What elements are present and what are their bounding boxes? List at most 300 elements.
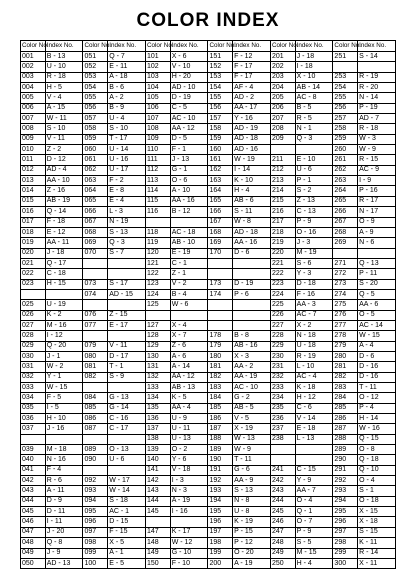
- color-no-cell: 188: [208, 434, 233, 444]
- color-no-cell: 092: [83, 476, 108, 486]
- color-no-cell: 054: [83, 83, 108, 93]
- color-no-cell: 243: [270, 486, 295, 496]
- color-no-cell: 204: [270, 83, 295, 93]
- index-no-cell: AB - 13: [170, 383, 208, 393]
- index-no-cell: E - 8: [108, 186, 146, 196]
- index-no-cell: AB - 14: [295, 83, 333, 93]
- color-no-cell: 010: [21, 145, 46, 155]
- index-no-cell: U - 16: [108, 155, 146, 165]
- index-no-cell: U - 4: [108, 114, 146, 124]
- color-no-cell: 196: [208, 517, 233, 527]
- index-no-header: Index No.: [233, 41, 271, 52]
- color-no-cell: 279: [333, 341, 358, 351]
- index-no-cell: [295, 455, 333, 465]
- index-no-cell: F - 17: [233, 72, 271, 82]
- index-no-cell: U - 14: [108, 145, 146, 155]
- index-no-cell: O - 13: [108, 445, 146, 455]
- index-no-cell: S - 10: [108, 124, 146, 134]
- index-no-cell: K - 18: [295, 383, 333, 393]
- color-no-cell: 068: [83, 227, 108, 237]
- table-row: [21, 103, 396, 113]
- index-no-cell: [108, 331, 146, 341]
- color-no-cell: 201: [270, 52, 295, 62]
- index-no-cell: A - 4: [358, 341, 396, 351]
- color-no-cell: 153: [208, 72, 233, 82]
- color-no-cell: [83, 383, 108, 393]
- index-no-cell: H - 5: [45, 83, 83, 93]
- color-no-cell: 169: [208, 238, 233, 248]
- index-no-cell: P - 6: [233, 289, 271, 299]
- table-body: [21, 52, 396, 569]
- color-no-cell: 041: [21, 465, 46, 475]
- color-no-cell: 197: [208, 527, 233, 537]
- color-no-cell: 040: [21, 455, 46, 465]
- color-no-cell: 229: [270, 341, 295, 351]
- color-no-cell: 246: [270, 517, 295, 527]
- color-no-cell: 292: [333, 476, 358, 486]
- index-no-cell: P - 1: [295, 176, 333, 186]
- index-no-cell: Z - 15: [108, 310, 146, 320]
- color-no-cell: 055: [83, 93, 108, 103]
- color-no-cell: 253: [333, 72, 358, 82]
- color-no-cell: 163: [208, 176, 233, 186]
- index-no-cell: V - 2: [170, 279, 208, 289]
- color-no-cell: 217: [270, 217, 295, 227]
- color-no-cell: 236: [270, 414, 295, 424]
- index-no-cell: Q - 10: [358, 465, 396, 475]
- index-no-cell: V - 4: [45, 93, 83, 103]
- index-no-cell: D - 18: [295, 279, 333, 289]
- color-no-cell: 299: [333, 548, 358, 558]
- index-no-cell: J - 18: [45, 248, 83, 258]
- color-no-cell: 173: [208, 279, 233, 289]
- index-no-cell: A - 6: [170, 351, 208, 361]
- index-no-cell: V - 11: [45, 134, 83, 144]
- color-no-cell: 282: [333, 372, 358, 382]
- index-no-cell: X - 10: [295, 72, 333, 82]
- index-no-cell: J - 18: [295, 52, 333, 62]
- color-no-cell: [208, 320, 233, 330]
- color-no-cell: 167: [208, 217, 233, 227]
- color-no-cell: 114: [145, 186, 170, 196]
- color-no-cell: 122: [145, 269, 170, 279]
- color-no-cell: 235: [270, 403, 295, 413]
- color-no-cell: 151: [208, 52, 233, 62]
- index-no-cell: M - 15: [295, 548, 333, 558]
- color-no-header: Color No.: [270, 41, 295, 52]
- table-row: [21, 176, 396, 186]
- color-no-cell: 013: [21, 176, 46, 186]
- index-no-cell: E - 5: [108, 558, 146, 568]
- color-no-cell: 231: [270, 362, 295, 372]
- table-row: [21, 207, 396, 217]
- color-no-cell: 029: [21, 341, 46, 351]
- index-no-cell: O - 5: [358, 310, 396, 320]
- color-no-cell: 002: [21, 62, 46, 72]
- index-no-cell: R - 19: [295, 351, 333, 361]
- index-no-cell: E - 17: [108, 320, 146, 330]
- color-no-cell: 263: [333, 176, 358, 186]
- color-no-cell: [83, 331, 108, 341]
- color-no-cell: 168: [208, 227, 233, 237]
- index-no-cell: C - 13: [295, 207, 333, 217]
- color-no-cell: 077: [83, 320, 108, 330]
- color-no-cell: 005: [21, 93, 46, 103]
- index-no-cell: W - 16: [358, 424, 396, 434]
- color-no-cell: 057: [83, 114, 108, 124]
- index-no-cell: B - 9: [108, 103, 146, 113]
- color-no-cell: 280: [333, 351, 358, 361]
- color-no-cell: 262: [333, 165, 358, 175]
- color-no-cell: 257: [333, 114, 358, 124]
- index-no-cell: AA - 2: [233, 362, 271, 372]
- color-no-cell: 272: [333, 269, 358, 279]
- index-no-cell: S - 20: [358, 279, 396, 289]
- index-no-cell: L - 13: [295, 434, 333, 444]
- color-no-cell: 051: [83, 52, 108, 62]
- color-no-cell: 286: [333, 414, 358, 424]
- index-no-cell: N - 1: [295, 124, 333, 134]
- index-no-cell: O - 16: [295, 227, 333, 237]
- index-no-cell: A - 19: [170, 496, 208, 506]
- index-no-cell: [45, 434, 83, 444]
- index-no-cell: X - 6: [170, 52, 208, 62]
- index-no-cell: AC - 18: [170, 227, 208, 237]
- table-row: [21, 476, 396, 486]
- color-no-cell: 134: [145, 393, 170, 403]
- color-no-cell: 017: [21, 217, 46, 227]
- color-no-cell: 031: [21, 362, 46, 372]
- table-row: [21, 351, 396, 361]
- index-no-cell: N - 6: [358, 238, 396, 248]
- index-no-cell: J - 1: [45, 351, 83, 361]
- table-row: [21, 455, 396, 465]
- color-no-cell: 069: [83, 238, 108, 248]
- color-no-header: Color No.: [145, 41, 170, 52]
- color-no-cell: [333, 62, 358, 72]
- index-no-cell: AD - 15: [108, 289, 146, 299]
- index-no-cell: Q - 3: [295, 134, 333, 144]
- index-no-cell: B - 5: [295, 103, 333, 113]
- color-no-cell: [208, 310, 233, 320]
- color-no-cell: 178: [208, 331, 233, 341]
- color-no-cell: 179: [208, 341, 233, 351]
- index-no-cell: N - 16: [45, 455, 83, 465]
- color-no-cell: [270, 455, 295, 465]
- color-no-cell: 050: [21, 558, 46, 568]
- index-no-cell: D - 5: [170, 134, 208, 144]
- index-no-cell: B - 12: [170, 207, 208, 217]
- color-no-cell: [208, 300, 233, 310]
- color-no-cell: 125: [145, 300, 170, 310]
- color-no-cell: 006: [21, 103, 46, 113]
- color-no-cell: 099: [83, 548, 108, 558]
- index-no-cell: Y - 6: [170, 455, 208, 465]
- index-no-cell: T - 17: [108, 134, 146, 144]
- color-no-cell: [270, 145, 295, 155]
- color-no-cell: 212: [270, 165, 295, 175]
- index-no-cell: X - 4: [170, 320, 208, 330]
- index-no-cell: R - 20: [358, 83, 396, 93]
- index-no-cell: [358, 62, 396, 72]
- color-no-cell: 290: [333, 455, 358, 465]
- color-no-cell: 245: [270, 507, 295, 517]
- index-no-cell: C - 5: [170, 103, 208, 113]
- color-no-cell: [21, 434, 46, 444]
- color-no-header: Color No.: [21, 41, 46, 52]
- index-no-cell: O - 12: [358, 393, 396, 403]
- index-no-cell: S - 17: [108, 279, 146, 289]
- color-no-cell: 123: [145, 279, 170, 289]
- table-row: [21, 93, 396, 103]
- index-no-cell: Q - 20: [45, 341, 83, 351]
- index-no-cell: Q - 18: [358, 455, 396, 465]
- color-no-cell: 093: [83, 486, 108, 496]
- index-no-cell: S - 5: [295, 538, 333, 548]
- color-no-cell: 133: [145, 383, 170, 393]
- index-no-cell: H - 12: [295, 393, 333, 403]
- table-row: [21, 548, 396, 558]
- color-no-cell: 264: [333, 186, 358, 196]
- index-no-cell: M - 16: [45, 320, 83, 330]
- color-no-cell: 159: [208, 134, 233, 144]
- color-no-cell: 287: [333, 424, 358, 434]
- index-no-cell: [170, 517, 208, 527]
- index-no-cell: AC - 9: [358, 165, 396, 175]
- index-no-cell: L - 10: [295, 362, 333, 372]
- index-no-cell: A - 18: [108, 72, 146, 82]
- index-no-cell: S - 2: [295, 186, 333, 196]
- color-no-cell: 048: [21, 538, 46, 548]
- index-no-cell: D - 19: [233, 279, 271, 289]
- index-no-cell: R - 18: [45, 72, 83, 82]
- color-no-cell: 012: [21, 165, 46, 175]
- color-no-cell: 007: [21, 114, 46, 124]
- index-no-cell: J - 3: [295, 238, 333, 248]
- color-no-cell: 277: [333, 320, 358, 330]
- index-no-cell: W - 12: [170, 538, 208, 548]
- index-no-cell: X - 2: [295, 320, 333, 330]
- index-no-cell: V - 10: [170, 62, 208, 72]
- table-row: [21, 227, 396, 237]
- color-no-cell: 233: [270, 383, 295, 393]
- color-no-cell: 089: [83, 445, 108, 455]
- color-no-cell: 241: [270, 465, 295, 475]
- index-no-cell: AA - 11: [45, 238, 83, 248]
- index-no-cell: U - 10: [45, 62, 83, 72]
- index-no-cell: U - 11: [170, 424, 208, 434]
- index-no-cell: AA - 12: [170, 372, 208, 382]
- color-no-cell: 186: [208, 414, 233, 424]
- color-no-cell: 036: [21, 414, 46, 424]
- color-no-cell: 244: [270, 496, 295, 506]
- index-no-cell: A - 15: [45, 103, 83, 113]
- index-no-cell: A - 1: [108, 548, 146, 558]
- index-no-cell: AD - 2: [233, 93, 271, 103]
- index-no-cell: AA - 17: [233, 103, 271, 113]
- index-no-cell: D - 11: [45, 507, 83, 517]
- color-no-cell: 225: [270, 300, 295, 310]
- index-no-cell: [233, 269, 271, 279]
- index-no-cell: N - 19: [108, 217, 146, 227]
- index-no-cell: I - 12: [45, 331, 83, 341]
- index-no-cell: T - 1: [108, 362, 146, 372]
- color-no-cell: 112: [145, 165, 170, 175]
- index-no-cell: AA - 9: [233, 476, 271, 486]
- color-no-cell: 087: [83, 424, 108, 434]
- color-no-cell: 295: [333, 507, 358, 517]
- index-no-cell: AB - 6: [233, 196, 271, 206]
- color-no-cell: 276: [333, 310, 358, 320]
- color-index-table: [20, 40, 396, 569]
- color-no-cell: 139: [145, 445, 170, 455]
- index-no-cell: AA - 6: [358, 300, 396, 310]
- color-no-cell: 268: [333, 227, 358, 237]
- color-no-cell: 115: [145, 196, 170, 206]
- color-no-cell: 150: [145, 558, 170, 568]
- index-no-cell: AC - 8: [295, 93, 333, 103]
- table-row: [21, 403, 396, 413]
- index-no-cell: E - 12: [45, 227, 83, 237]
- color-no-cell: 234: [270, 393, 295, 403]
- index-no-cell: C - 15: [295, 465, 333, 475]
- index-no-cell: Y - 3: [295, 269, 333, 279]
- index-no-cell: [233, 320, 271, 330]
- index-no-cell: H - 10: [45, 414, 83, 424]
- index-no-cell: U - 8: [233, 507, 271, 517]
- color-no-cell: 183: [208, 383, 233, 393]
- color-no-cell: 261: [333, 155, 358, 165]
- table-row: [21, 300, 396, 310]
- color-no-cell: [21, 289, 46, 299]
- index-no-cell: O - 9: [358, 217, 396, 227]
- index-no-cell: Z - 16: [45, 186, 83, 196]
- table-row: [21, 372, 396, 382]
- color-no-cell: [83, 269, 108, 279]
- index-no-cell: U - 6: [108, 455, 146, 465]
- color-no-cell: 296: [333, 517, 358, 527]
- index-no-cell: K - 10: [233, 176, 271, 186]
- index-no-cell: W - 11: [45, 114, 83, 124]
- color-no-cell: 113: [145, 176, 170, 186]
- color-no-cell: 289: [333, 445, 358, 455]
- index-no-cell: Y - 1: [45, 372, 83, 382]
- color-no-cell: 288: [333, 434, 358, 444]
- index-no-cell: D - 16: [358, 372, 396, 382]
- color-no-cell: 116: [145, 207, 170, 217]
- color-no-cell: 271: [333, 258, 358, 268]
- index-no-cell: AC - 1: [108, 507, 146, 517]
- index-no-cell: W - 2: [45, 362, 83, 372]
- table-row: [21, 217, 396, 227]
- index-no-cell: K - 17: [170, 527, 208, 537]
- index-no-cell: AB - 10: [170, 238, 208, 248]
- table-row: [21, 83, 396, 93]
- table-row: [21, 145, 396, 155]
- index-no-cell: AD - 18: [233, 134, 271, 144]
- index-no-cell: AB - 5: [233, 403, 271, 413]
- color-no-cell: 061: [83, 155, 108, 165]
- color-no-cell: 035: [21, 403, 46, 413]
- color-no-cell: 269: [333, 238, 358, 248]
- table-row: [21, 341, 396, 351]
- index-no-cell: A - 2: [108, 93, 146, 103]
- color-no-cell: 291: [333, 465, 358, 475]
- color-no-cell: [208, 269, 233, 279]
- index-no-cell: C - 6: [295, 403, 333, 413]
- index-no-cell: Q - 1: [295, 507, 333, 517]
- index-no-cell: AA - 19: [233, 372, 271, 382]
- color-no-cell: 294: [333, 496, 358, 506]
- color-no-cell: 143: [145, 486, 170, 496]
- color-no-cell: 267: [333, 217, 358, 227]
- color-no-cell: 022: [21, 269, 46, 279]
- color-no-cell: 160: [208, 145, 233, 155]
- color-no-cell: 032: [21, 372, 46, 382]
- index-no-cell: J - 9: [45, 548, 83, 558]
- index-no-cell: H - 15: [45, 279, 83, 289]
- index-no-cell: AD - 4: [45, 165, 83, 175]
- color-no-cell: 206: [270, 103, 295, 113]
- table-row: [21, 196, 396, 206]
- color-no-cell: 300: [333, 558, 358, 568]
- index-no-cell: AF - 4: [233, 83, 271, 93]
- color-no-cell: 015: [21, 196, 46, 206]
- color-no-cell: 297: [333, 527, 358, 537]
- color-no-header: Color No.: [333, 41, 358, 52]
- index-no-cell: O - 18: [358, 496, 396, 506]
- index-no-cell: D - 17: [108, 351, 146, 361]
- color-no-cell: 182: [208, 372, 233, 382]
- color-no-cell: 080: [83, 351, 108, 361]
- color-no-cell: 185: [208, 403, 233, 413]
- index-no-cell: S - 13: [108, 227, 146, 237]
- index-no-cell: O - 4: [295, 496, 333, 506]
- table-row: [21, 445, 396, 455]
- color-no-cell: [333, 248, 358, 258]
- index-no-cell: D - 15: [108, 517, 146, 527]
- color-no-cell: 266: [333, 207, 358, 217]
- index-no-cell: O - 8: [358, 445, 396, 455]
- index-no-cell: F - 1: [170, 145, 208, 155]
- index-no-cell: Z - 1: [170, 269, 208, 279]
- index-no-cell: P - 12: [233, 538, 271, 548]
- index-no-cell: X - 7: [170, 331, 208, 341]
- color-no-cell: 131: [145, 362, 170, 372]
- index-no-cell: R - 6: [45, 476, 83, 486]
- table-row: [21, 383, 396, 393]
- index-no-cell: S - 7: [108, 248, 146, 258]
- color-no-cell: 129: [145, 341, 170, 351]
- color-no-cell: 152: [208, 62, 233, 72]
- color-no-cell: 260: [333, 145, 358, 155]
- color-no-cell: 104: [145, 83, 170, 93]
- index-no-cell: [45, 289, 83, 299]
- index-no-cell: U - 18: [295, 341, 333, 351]
- color-no-cell: 274: [333, 289, 358, 299]
- index-no-cell: C - 1: [170, 258, 208, 268]
- color-no-cell: 063: [83, 176, 108, 186]
- index-no-cell: [170, 217, 208, 227]
- color-no-cell: 121: [145, 258, 170, 268]
- color-no-cell: 109: [145, 134, 170, 144]
- color-no-cell: 221: [270, 258, 295, 268]
- table-row: [21, 331, 396, 341]
- color-no-cell: 194: [208, 496, 233, 506]
- color-no-cell: 090: [83, 455, 108, 465]
- index-no-cell: N - 8: [233, 496, 271, 506]
- index-no-cell: U - 13: [170, 434, 208, 444]
